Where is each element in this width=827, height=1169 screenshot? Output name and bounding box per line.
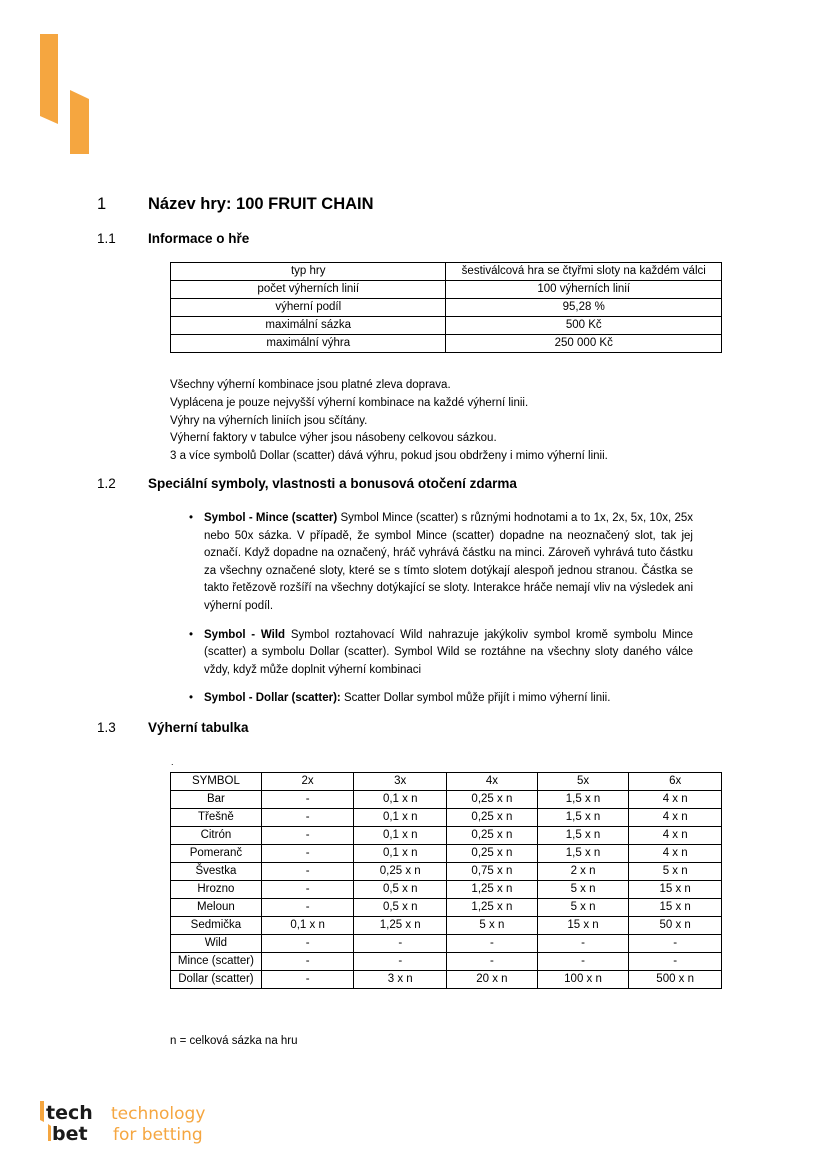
payout-cell: 0,5 x n [354,881,447,899]
column-header: 2x [261,773,354,791]
symbol-cell: Meloun [171,899,262,917]
payout-cell: - [537,953,629,971]
column-header: 3x [354,773,447,791]
info-value: 500 Kč [446,317,722,335]
payout-cell: 1,25 x n [354,917,447,935]
payout-cell: - [629,935,722,953]
document-title: Název hry: 100 FRUIT CHAIN [148,195,374,213]
info-value: 95,28 % [446,299,722,317]
logo-tagline-1: technology [111,1104,206,1124]
list-item [188,690,693,708]
column-header: 4x [447,773,538,791]
bullet-icon: • [189,628,194,641]
payout-cell: - [261,935,354,953]
note-line: 3 a více symbolů Dollar (scatter) dává výhru, pokud jsou obdrženy i mimo výherní linii. [170,450,608,463]
payout-cell: 3 x n [354,971,447,989]
symbol-cell: Pomeranč [171,845,262,863]
payout-cell: 4 x n [629,809,722,827]
payout-cell: 1,5 x n [537,809,629,827]
payout-cell: 4 x n [629,791,722,809]
payout-cell: 4 x n [629,827,722,845]
table-row [171,971,722,989]
paytable-footnote: n = celková sázka na hru [170,1035,298,1047]
payout-cell: 5 x n [537,899,629,917]
section-number: 1.2 [97,476,116,491]
logo-bar-icon [48,1124,51,1141]
info-row [171,263,722,281]
payout-cell: 50 x n [629,917,722,935]
payout-cell: 0,25 x n [447,845,538,863]
payout-cell: - [629,953,722,971]
payout-cell: 15 x n [537,917,629,935]
payout-cell: - [261,881,354,899]
info-row [171,299,722,317]
table-row [171,881,722,899]
symbol-cell: Sedmička [171,917,262,935]
payout-cell: - [261,971,354,989]
note-line: Všechny výherní kombinace jsou platné zleva doprava. [170,379,451,391]
payout-cell: 0,5 x n [354,899,447,917]
symbol-cell: Wild [171,935,262,953]
info-label: výherní podíl [171,299,446,317]
payout-cell: 0,25 x n [354,863,447,881]
symbol-cell: Třešně [171,809,262,827]
payout-cell: 5 x n [629,863,722,881]
section-number: 1.3 [97,720,116,735]
symbol-cell: Citrón [171,827,262,845]
info-value: 100 výherních linií [446,281,722,299]
payout-cell: 1,5 x n [537,791,629,809]
table-row [171,845,722,863]
section-title: Informace o hře [148,231,250,246]
bullet-icon: • [189,692,194,705]
symbol-name: Symbol - Dollar (scatter): [204,692,341,705]
section-number: 1.1 [97,231,116,246]
list-item [188,627,693,680]
payout-cell: 15 x n [629,881,722,899]
payout-cell: 2 x n [537,863,629,881]
payout-cell: 0,1 x n [354,791,447,809]
info-label: počet výherních linií [171,281,446,299]
column-header: 5x [537,773,629,791]
payout-cell: 0,1 x n [354,809,447,827]
payout-cell: - [447,953,538,971]
info-row [171,281,722,299]
symbol-cell: Dollar (scatter) [171,971,262,989]
payout-cell: 5 x n [537,881,629,899]
symbol-cell: Hrozno [171,881,262,899]
column-header: 6x [629,773,722,791]
section-title: Speciální symboly, vlastnosti a bonusová otočení zdarma [148,476,517,491]
payout-cell: 0,1 x n [261,917,354,935]
symbol-description: Symbol roztahovací Wild nahrazuje jakýkoliv symbol kromě symbolu Mince (scatter) a symbolu Dollar (scatter). Symbol Wild se roztáhne na všechny sloty daného válce vždy, když může doplnit výherní kombinaci [204,628,693,676]
info-label: maximální sázka [171,317,446,335]
payout-cell: 1,5 x n [537,827,629,845]
note-line: Výherní faktory v tabulce výher jsou násobeny celkovou sázkou. [170,432,497,445]
rules-notes [170,377,608,466]
payout-cell: 1,25 x n [447,881,538,899]
table-row [171,809,722,827]
table-row [171,791,722,809]
payout-cell: - [261,863,354,881]
payout-cell: 15 x n [629,899,722,917]
payout-cell: 0,25 x n [447,827,538,845]
section-title: Výherní tabulka [148,720,249,735]
payout-cell: 5 x n [447,917,538,935]
note-line: Výhry na výherních liniích jsou sčítány. [170,414,368,427]
info-label: maximální výhra [171,335,446,353]
bullet-icon: • [189,512,194,524]
table-row [171,899,722,917]
payout-cell: 20 x n [447,971,538,989]
logo-bar-icon [40,1101,44,1122]
table-row [171,917,722,935]
payout-cell: - [261,827,354,845]
special-symbols-list [188,510,693,719]
logo-word-bet: bet [52,1123,88,1144]
symbol-cell: Bar [171,791,262,809]
section-number: 1 [97,195,107,213]
payout-cell: - [261,953,354,971]
paytable [170,772,722,989]
symbol-name: Symbol - Wild [204,628,286,641]
symbol-cell: Švestka [171,863,262,881]
payout-cell: 0,25 x n [447,791,538,809]
symbol-cell: Mince (scatter) [171,953,262,971]
symbol-description: Symbol Mince (scatter) s různými hodnotami a to 1x, 2x, 5x, 10x, 25x nebo 50x sázka. V případě, že symbol Mince (scatter) dopadne na neoznačený slot, tak jej označí. Když dopadne na označený, hráč vyhrává částku na minci. Zároveň vyhrává tuto částku za všechny označené sloty, které se s tímto slotem dotýkají alespoň jednou stranou. Částka se takto řetězově rozšíří na všechny dotýkající se sloty. Interakce hráče nemají vliv na výsledek ani výherní podíl. [204,512,693,612]
payout-cell: - [261,809,354,827]
logo-word-tech: tech [46,1102,93,1124]
payout-cell: 0,1 x n [354,845,447,863]
payout-cell: - [261,845,354,863]
table-row [171,935,722,953]
info-label: typ hry [171,263,446,281]
payout-cell: - [261,791,354,809]
logo-tagline-2: for betting [113,1125,203,1144]
symbol-name: Symbol - Mince (scatter) [204,512,338,524]
payout-cell: 0,75 x n [447,863,538,881]
game-info-table [170,262,722,353]
techbet-mark-icon [40,34,92,161]
payout-cell: - [354,953,447,971]
payout-cell: 100 x n [537,971,629,989]
symbol-description: Scatter Dollar symbol může přijít i mimo výherní linii. [340,692,611,705]
payout-cell: 1,5 x n [537,845,629,863]
stray-mark: . [171,757,174,767]
payout-cell: - [447,935,538,953]
column-header: SYMBOL [171,773,262,791]
list-item [188,510,693,616]
info-value: šestiválcová hra se čtyřmi sloty na každém válci [446,263,722,281]
info-row [171,335,722,353]
techbet-footer-logo [40,1100,230,1149]
payout-cell: 500 x n [629,971,722,989]
payout-cell: - [354,935,447,953]
info-value: 250 000 Kč [446,335,722,353]
payout-cell: 0,1 x n [354,827,447,845]
payout-cell: 0,25 x n [447,809,538,827]
info-row [171,317,722,335]
payout-cell: 1,25 x n [447,899,538,917]
payout-cell: - [537,935,629,953]
payout-cell: 4 x n [629,845,722,863]
table-row [171,827,722,845]
table-row [171,863,722,881]
note-line: Vyplácena je pouze nejvyšší výherní kombinace na každé výherní linii. [170,396,529,409]
payout-cell: - [261,899,354,917]
table-row [171,953,722,971]
paytable-header-row [171,773,722,791]
